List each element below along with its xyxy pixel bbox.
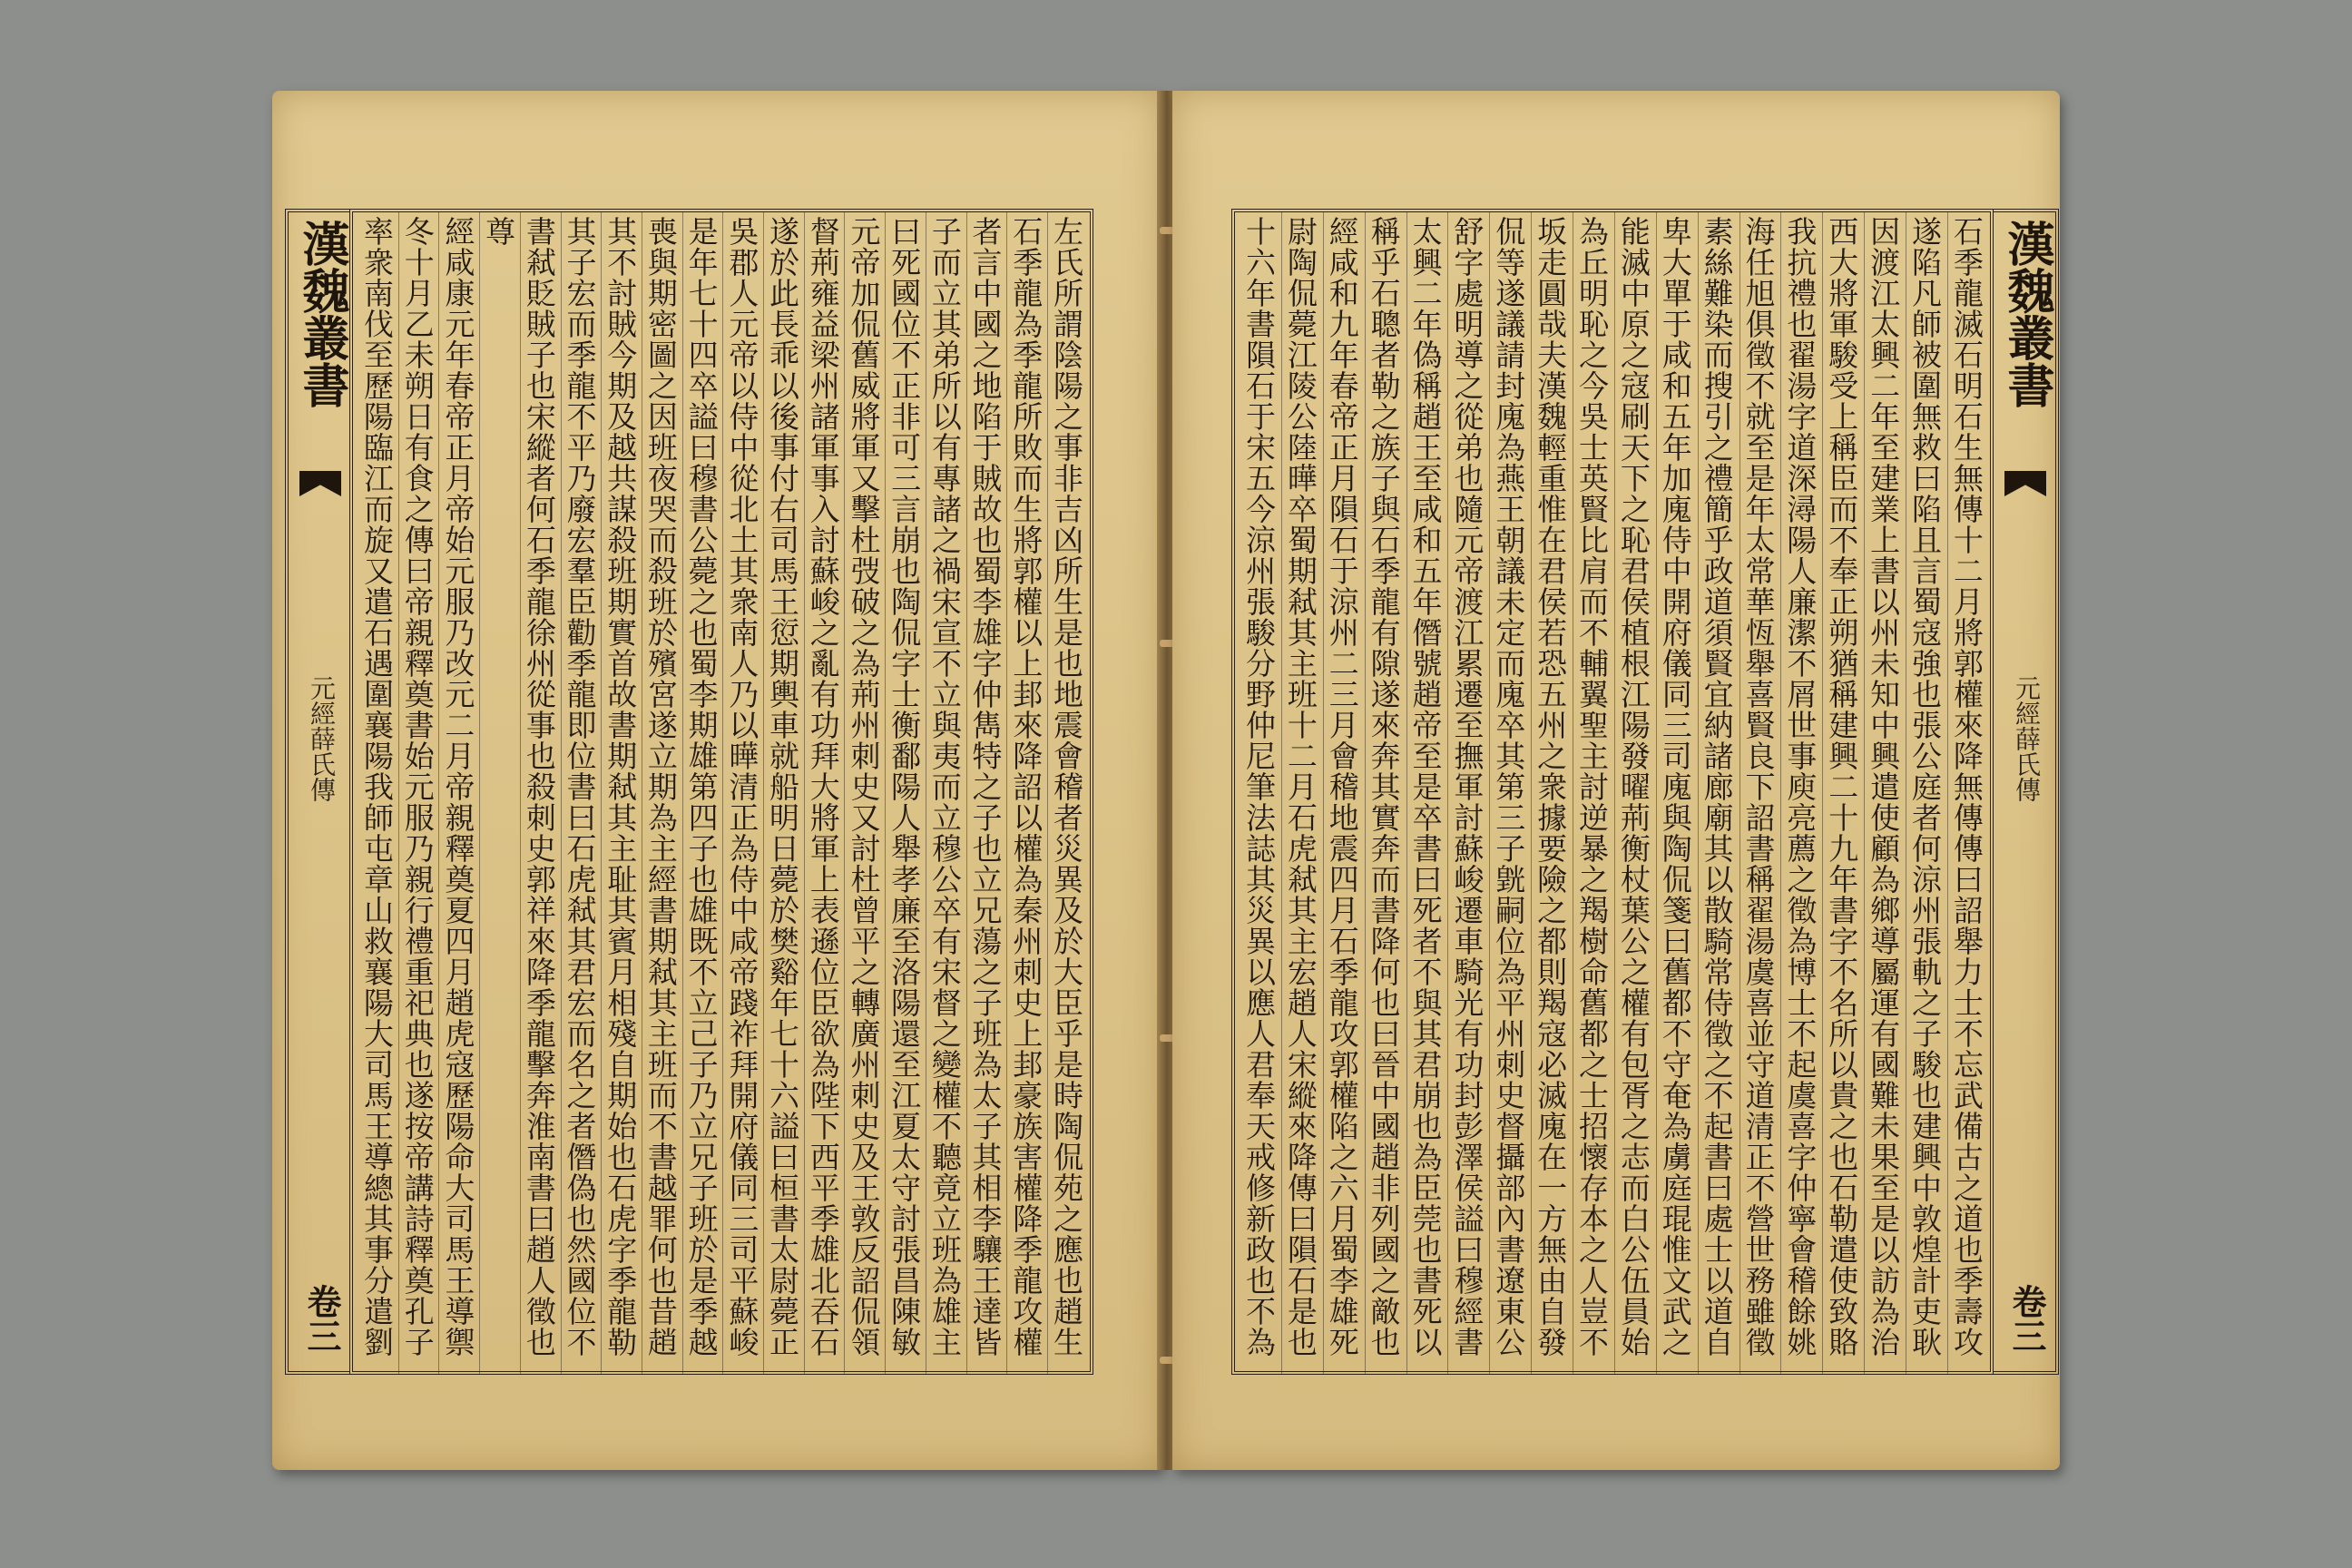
text-column: 西大將軍駿受上稱臣而不奉正朔猶稱建興二十九年書字不名所以貴之也石勒遣使致賂 [1822,212,1859,1375]
text-column: 因渡江太興二年至建業上書以州未知中興遣使顧為鄉導屬運有國難未果至是以訪為治 [1864,212,1901,1375]
left-margin-title: 漢魏叢書 [294,220,349,408]
right-margin-title: 漢魏叢書 [1999,220,2054,408]
text-column: 為丘明恥之今吳士英賢比肩而不輔翼聖主討逆暴之羯樹命舊都之士招懷存本之人豈不 [1573,212,1610,1375]
text-column: 書弒貶賊子也宋縱者何石季龍徐州從事也殺刺史郭祥來降季龍擊奔淮南書曰趙人徵也 [520,212,557,1375]
text-column: 遂於此長乖以後事付右司馬王愆期輿車就船明日薨於樊谿年七十六謚曰桓書太尉薨正 [763,212,800,1375]
right-page [1172,91,2060,1470]
text-column: 喪與期密圖之因班夜哭而殺班於殯宮遂立期為主經書期弒其主班而不書越罪何也昔趙 [642,212,679,1375]
text-column: 督荊雍益梁州諸軍事入討蘇峻之亂有功拜大將軍上表遜位臣欲為陛下西平季雄北吞石 [804,212,841,1375]
text-column: 石季龍為季龍所敗而生將郭權以上邽來降詔以權為秦州刺史上邽豪族害權降季龍攻權 [1006,212,1044,1375]
left-margin-note: 元經薛氏傳 [307,675,337,802]
text-column: 率衆南伐至歷陽臨江而旋又遣石遇圍襄陽我師屯章山救襄陽大司馬王導總其事分遣劉 [359,216,395,1357]
text-column: 是年七十四卒謚曰穆書公薨之也蜀李期雄第四子也雄既不立己子乃立兄子班於是季越 [682,212,720,1375]
text-column: 素絲難染而搜引之禮簡乎政道須賢宜納諸廊廟其以散騎常侍徵之不起書曰處士以道自 [1698,212,1735,1375]
fishtail-mark [2004,471,2046,496]
text-column: 海任旭俱徵不就至是年太常華恆舉喜賢良下詔書稱翟湯虞喜並守道清正不營世務雖徵 [1740,212,1777,1375]
text-column: 舒字處明導之從弟也隨元帝渡江累遷至撫軍討蘇峻遷車騎光有功封彭澤侯謚曰穆經書 [1447,212,1485,1375]
text-column: 其子宏而季龍不平乃廢宏羣臣勸季龍即位書曰石虎弒其君宏而名之者僭偽也然國位不 [561,212,598,1375]
fishtail-mark [299,471,341,496]
left-text-block [349,209,1093,1375]
open-book [272,91,2060,1470]
text-column: 坂走圓哉夫漢魏輕重惟在君侯若恐五州之衆據要險之都則羯寇必滅廆在一方無由自發 [1531,212,1568,1375]
text-column: 子而立其弟所以有專諸之禍宋宣不立與夷而立穆公卒有宋督之變權不聽竟立班為雄主 [926,212,963,1375]
text-column: 能滅中原之寇刷天下之恥君侯植根江陽發曜荊衡杖葉公之權有包胥之志而白公伍員始 [1614,212,1651,1375]
text-column: 石季龍滅石明石生無傳十二月將郭權來降無傳傳曰詔舉力士不忘武備古之道也季壽攻 [1947,212,1984,1375]
text-column: 侃等遂議請封廆為燕王朝議未定而廆卒其第三子皝嗣位為平州刺史督攝部內書遼東公 [1489,212,1526,1375]
text-column: 其不討賊今期及越共謀殺班期實首故書期弒其主耻其賓月相殘自期始也石虎字季龍勒 [601,212,638,1375]
text-column: 尉陶侃薨江陵公陸曄卒蜀期弒其主班十二月石虎弒其主宏趙人宋縱來降傳曰隕石是也 [1281,212,1318,1375]
left-margin-band [285,209,350,1375]
text-column: 經咸和九年春帝正月隕石于涼州二三月會稽地震四月石季龍攻郭權陷之六月蜀李雄死 [1323,212,1360,1375]
text-column: 尊 [479,212,516,1375]
left-margin-page: 卷三 [301,1284,342,1353]
text-column: 經咸康元年春帝正月帝始元服乃改元二月帝親釋奠夏四月趙虎寇歷陽命大司馬王導禦 [438,212,475,1375]
text-column: 者言中國之地陷于賊故也蜀李雄字仲雋特之子也立兄蕩之子班為太子其相李驤王達皆 [966,212,1004,1375]
text-column: 稱乎石聰者勒之族子與石季龍有隙遂來奔其實奔而書降何也曰晉中國趙非列國之敵也 [1365,212,1402,1375]
text-column: 卑大單于咸和五年加廆侍中開府儀同三司廆與陶侃箋曰舊都不守奄為虜庭琨惟文武之 [1656,212,1693,1375]
left-page [272,91,1161,1470]
right-margin-note: 元經薛氏傳 [2012,675,2042,802]
right-margin-page: 卷三 [2006,1284,2047,1353]
right-text-block [1231,209,1994,1375]
text-column: 我抗禮也翟湯字道深潯陽人廉潔不屑世事庾亮薦之徵為博士不起虞喜字仲寧會稽餘姚 [1780,212,1818,1375]
text-column: 冬十月乙未朔日有食之傳曰帝親釋奠書始元服乃親行禮重祀典也遂按帝講詩釋奠孔子 [398,212,436,1375]
right-margin-band [1994,209,2059,1375]
text-column: 元帝加侃舊威將軍又擊杜弢破之為荊州刺史又討杜曾平之轉廣州刺史及王敦反詔侃領 [844,212,881,1375]
text-column: 左氏所謂陰陽之事非吉凶所生是也地震會稽者災異及於大臣乎是時陶侃苑之應也趙生 [1047,212,1084,1375]
text-column: 十六年書隕石于宋五今涼州張駿分野仲尼筆法誌其災異以應人君奉天戒修新政也不為 [1241,216,1277,1357]
text-column: 吳郡人元帝以侍中從北土其衆南人乃以曄清正為侍中咸帝踐祚拜開府儀同三司平蘇峻 [722,212,760,1375]
text-column: 太興二年偽稱趙王至咸和五年僭號趙帝至是卒書曰死者不與其君崩也為臣莞也書死以 [1406,212,1444,1375]
text-column: 遂陷凡師被圍無救曰陷且言蜀寇強也張公庭者何涼州張軌之子駿也建興中敦煌計吏耿 [1906,212,1943,1375]
text-column: 曰死國位不正非可三言崩也陶侃字士衡鄱陽人舉孝廉至洛陽還至江夏太守討張昌陳敏 [885,212,922,1375]
